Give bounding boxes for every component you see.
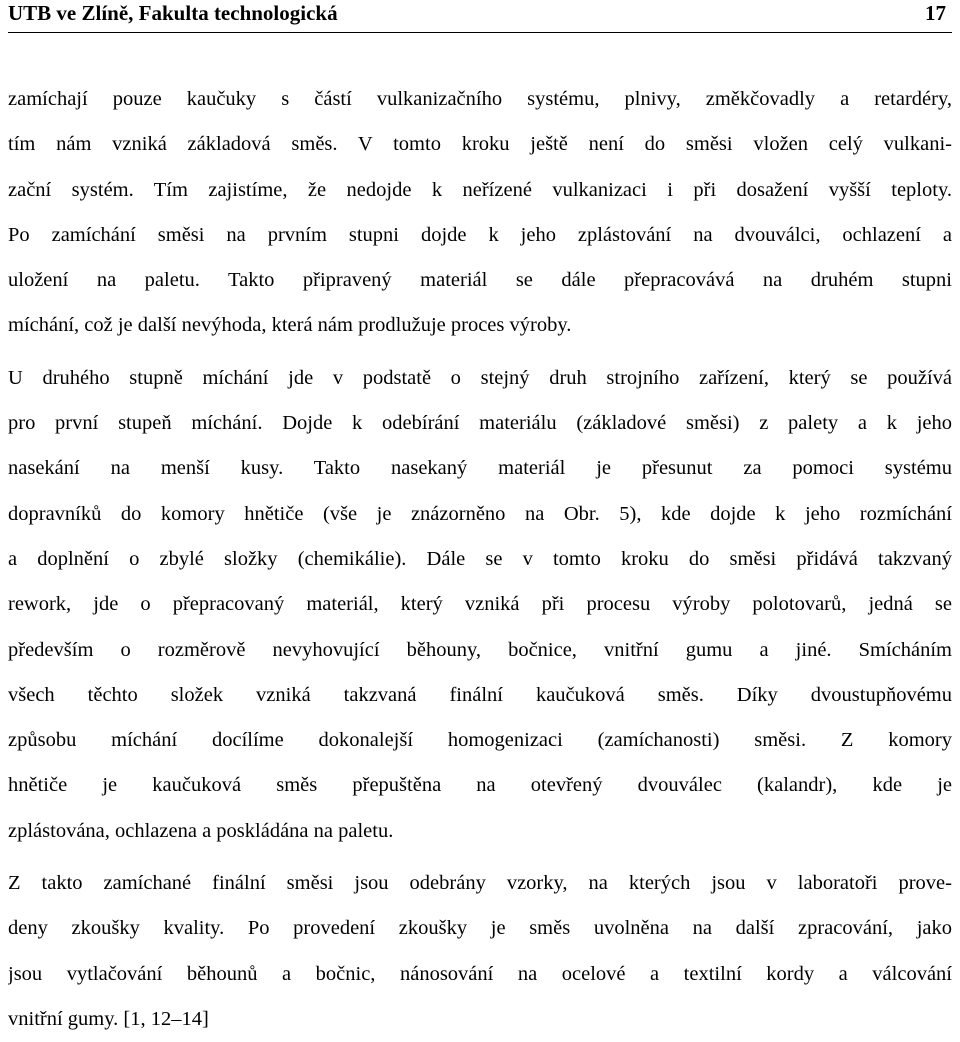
text-line: tím nám vzniká základová směs. V tomto kroku ještě není do směsi vložen celý vulkani-	[8, 133, 952, 156]
header-title: UTB ve Zlíně, Fakulta technologická	[8, 1, 338, 25]
text-line: pro první stupeň míchání. Dojde k odebírání materiálu (základové směsi) z palety a k jeho	[8, 412, 952, 435]
text-line: zační systém. Tím zajistíme, že nedojde k neřízené vulkanizaci i při dosažení vyšší teploty.	[8, 178, 952, 201]
text-line: hnětiče je kaučuková směs přepuštěna na otevřený dvouválec (kalandr), kde je	[8, 774, 952, 797]
text-line: Z takto zamíchané finální směsi jsou odebrány vzorky, na kterých jsou v laboratoři prove-	[8, 872, 952, 895]
text-line: dopravníků do komory hnětiče (vše je znázorněno na Obr. 5), kde dojde k jeho rozmíchání	[8, 502, 952, 525]
page-body	[8, 77, 952, 1042]
text-line: jsou vytlačování běhounů a bočnic, nánosování na ocelové a textilní kordy a válcování	[8, 962, 952, 985]
text-line: rework, jde o přepracovaný materiál, který vzniká při procesu výroby polotovarů, jedná se	[8, 593, 952, 616]
paragraph-2	[8, 356, 952, 854]
text-line: způsobu míchání docílíme dokonalejší homogenizaci (zamíchanosti) směsi. Z komory	[8, 729, 952, 752]
page-header	[8, 0, 952, 33]
text-line: nasekání na menší kusy. Takto nasekaný materiál je přesunut za pomoci systému	[8, 457, 952, 480]
text-line: uložení na paletu. Takto připravený materiál se dále přepracovává na druhém stupni	[8, 269, 952, 292]
text-line: zplástována, ochlazena a poskládána na paletu.	[8, 819, 394, 842]
text-line: a doplnění o zbylé složky (chemikálie). Dále se v tomto kroku do směsi přidává takzvaný	[8, 547, 952, 570]
text-line: Po zamíchání směsi na prvním stupni dojde k jeho zplástování na dvouválci, ochlazení a	[8, 223, 952, 246]
text-line: deny zkoušky kvality. Po provedení zkoušky je směs uvolněna na další zpracování, jako	[8, 917, 952, 940]
text-line: U druhého stupně míchání jde v podstatě o stejný druh strojního zařízení, který se používá	[8, 366, 952, 389]
text-line: vnitřní gumy. [1, 12–14]	[8, 1007, 209, 1030]
text-line: míchání, což je další nevýhoda, která nám prodlužuje proces výroby.	[8, 314, 572, 337]
paragraph-3	[8, 861, 952, 1042]
text-line: všech těchto složek vzniká takzvaná finální kaučuková směs. Díky dvoustupňovému	[8, 683, 952, 706]
paragraph-1	[8, 77, 952, 349]
page-number: 17	[925, 1, 946, 25]
text-line: zamíchají pouze kaučuky s částí vulkanizačního systému, plnivy, změkčovadly a retardéry,	[8, 88, 952, 110]
text-line: především o rozměrově nevyhovující běhouny, bočnice, vnitřní gumu a jiné. Smícháním	[8, 638, 952, 661]
